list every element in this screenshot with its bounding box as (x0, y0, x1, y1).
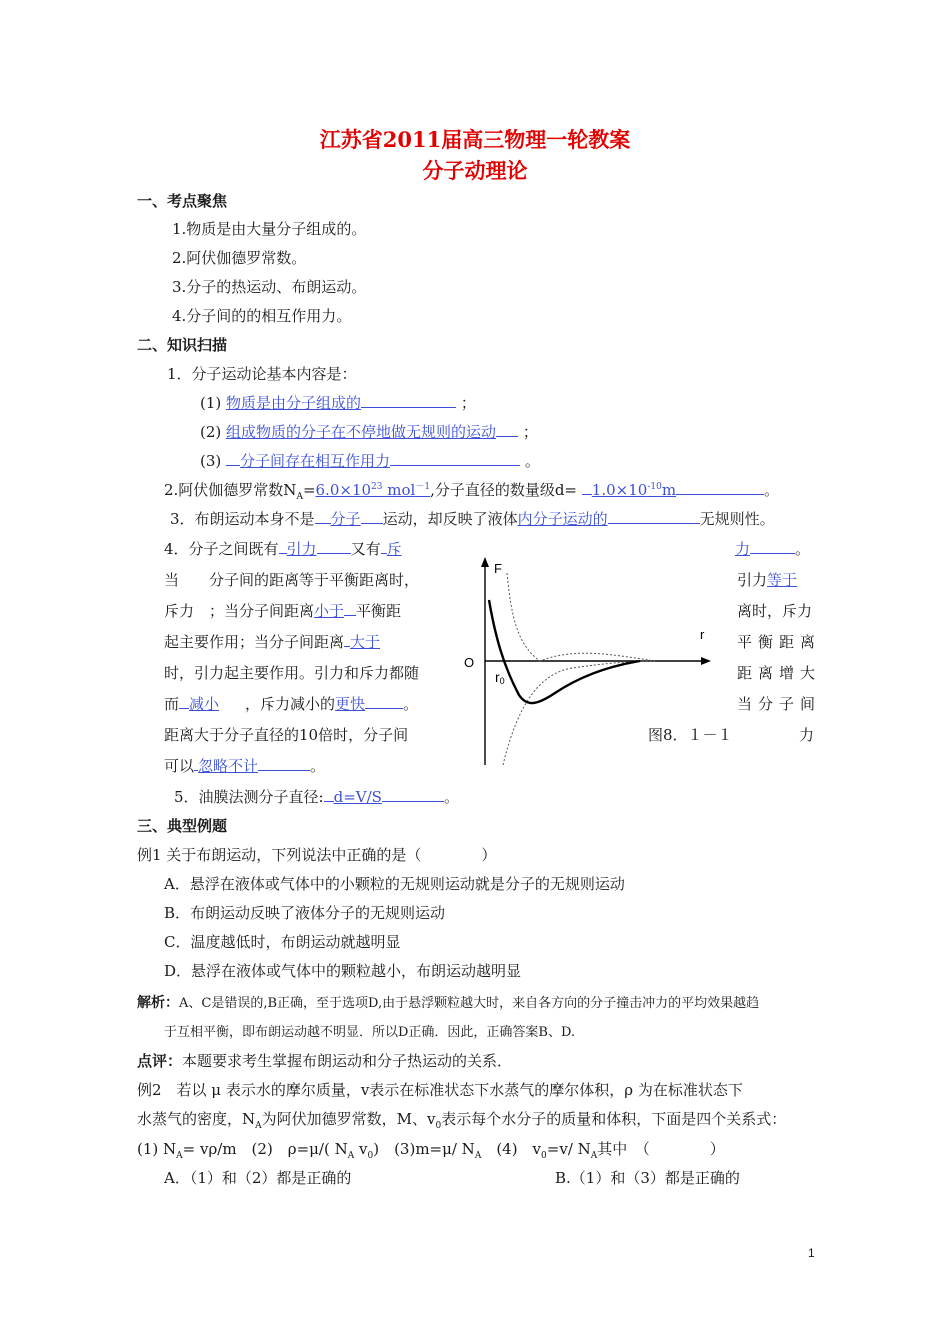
wrap-text: 。 (403, 695, 419, 713)
fill-line (258, 769, 310, 771)
content-line-3 (200, 450, 540, 471)
wrap-left-row: 当 分子间的距离等于平衡距离时， (164, 571, 420, 589)
content-line-1 (200, 392, 476, 413)
formula-text: 其中 （ ） (597, 1140, 725, 1158)
diameter-label: ,分子直径的数量级d= (430, 481, 578, 499)
subscript: A (590, 1151, 598, 1161)
answer-value: 1.0×10 (591, 481, 648, 499)
wrap-text: ，斥力减小的 (245, 695, 336, 713)
comment-label: 点评： (137, 1052, 183, 1070)
wrap-text: 。 (310, 757, 326, 775)
fill-line (226, 464, 240, 466)
line-end: 。 (764, 481, 780, 499)
line-end: ； (460, 394, 476, 412)
answer-fill: 分子间存在相互作用力 (240, 452, 391, 470)
subscript: A (176, 1151, 183, 1161)
wrap-left-row (164, 600, 401, 621)
wrap-right-row: 力 (799, 726, 815, 744)
answer-fill: 斥 (386, 540, 402, 558)
line-end: ； (522, 423, 538, 441)
y-axis-label: F (494, 561, 502, 576)
equals: = (302, 481, 316, 499)
analysis (137, 992, 759, 1012)
subscript: A (255, 1121, 262, 1131)
answer-fill: 减小 (189, 695, 220, 713)
wrap-left-row (164, 755, 325, 776)
answer-fill: 更快 (335, 695, 366, 713)
r0-subscript: 0 (499, 676, 505, 686)
scan-item-1: 1．分子运动论基本内容是： (167, 365, 357, 383)
unit: mol (387, 481, 416, 499)
answer-fill: 组成物质的分子在不停地做无规则的运动 (226, 423, 497, 441)
option: C．温度越低时，布朗运动就越明显 (164, 933, 401, 951)
answer-fill: 大于 (350, 633, 381, 651)
subscript: 0 (367, 1151, 374, 1161)
fill-line (279, 552, 287, 554)
unit: m (661, 481, 677, 499)
answer-value: 6.0×10 (315, 481, 372, 499)
answer-fill: 分子 (330, 510, 361, 528)
fill-line (324, 800, 334, 802)
formula-text: ) (3)m=μ/ N (373, 1140, 475, 1158)
answer-fill: d=V/S (333, 788, 382, 806)
example-2-formulas (137, 1138, 725, 1161)
fill-line (496, 435, 518, 437)
fill-line (361, 522, 383, 524)
analysis-cont: 于互相平衡，即布朗运动越不明显．所以D正确．因此，正确答案B、D. (164, 1025, 576, 1040)
wrap-left-row: 时，引力起主要作用。引力和斥力都随 (164, 664, 420, 682)
fill-line (676, 493, 764, 495)
subscript: A (296, 492, 303, 502)
fill-line (390, 464, 520, 466)
origin-label: O (464, 655, 475, 670)
subscript: 0 (541, 1151, 547, 1161)
line-label: (2) (200, 423, 222, 441)
force-distance-graph (455, 555, 725, 770)
scan-item-4-right (735, 538, 810, 559)
focus-item: 3.分子的热运动、布朗运动。 (172, 278, 367, 296)
fill-line (582, 493, 592, 495)
option: B.（1）和（3）都是正确的 (555, 1169, 740, 1187)
wrap-right-row: 距离增大 (737, 664, 815, 682)
subscript: A (474, 1151, 482, 1161)
figure-caption: 图8．１－１ (648, 726, 733, 744)
answer-fill (316, 481, 431, 499)
wrap-text: 斥力 ；当分子间距离 (164, 602, 315, 620)
subscript: 0 (435, 1121, 442, 1131)
answer-fill: 等于 (767, 571, 798, 589)
fill-line (361, 406, 456, 408)
fill-line (179, 707, 189, 709)
wrap-left-row: 距离大于分子直径的10倍时，分子间 (164, 726, 409, 744)
doc-title: 江苏省2011届高三物理一轮教案 (319, 127, 631, 152)
wrap-text: 起主要作用；当分子间距离 (164, 633, 345, 651)
wrap-right-row (737, 569, 797, 590)
answer-fill: 小于 (314, 602, 345, 620)
repulsion-curve (507, 573, 655, 661)
page-number: 1 (808, 1246, 815, 1260)
ex2-text: 水蒸气的密度，N (137, 1110, 256, 1128)
ex2-text: 表示每个水分子的质量和体积，下面是四个关系式： (441, 1110, 787, 1128)
y-axis-arrow (481, 557, 489, 567)
section-heading-2: 二、知识扫描 (137, 336, 228, 354)
analysis-label: 解析： (137, 995, 179, 1011)
answer-fill: 力 (735, 540, 751, 558)
brownian-end: 无规则性。 (699, 510, 775, 528)
line-end: 。 (443, 788, 459, 806)
section-heading-3: 三、典型例题 (137, 817, 228, 835)
x-axis-arrow (701, 657, 711, 665)
formula-text: (1) N (137, 1140, 177, 1158)
exponent: -10 (647, 482, 662, 492)
oil-film-label: 5．油膜法测分子直径: (174, 788, 324, 806)
wrap-left-row (164, 631, 439, 652)
option: A．（1）和（2）都是正确的 (164, 1169, 352, 1187)
formula-text: v (354, 1140, 368, 1158)
fill-line (750, 552, 795, 554)
answer-fill: 忽略不计 (198, 757, 259, 775)
doc-subtitle: 分子动理论 (422, 158, 528, 183)
scan-item-5 (174, 786, 459, 807)
force-mid: 又有 (350, 540, 381, 558)
fill-line (344, 614, 356, 616)
wrap-text: 而 (164, 695, 180, 713)
fill-line (315, 522, 331, 524)
brownian-mid: 运动，却反映了液体 (382, 510, 518, 528)
analysis-text: A、C是错误的,B正确，至于选项D,由于悬浮颗粒越大时，来自各方向的分子撞击冲力的平均效果越趋 (179, 996, 760, 1011)
answer-fill (592, 481, 676, 499)
focus-item: 2.阿伏伽德罗常数。 (172, 249, 307, 267)
formula-text: =v/ N (546, 1140, 591, 1158)
content-line-2 (200, 421, 538, 442)
wrap-text: 可以 (164, 757, 195, 775)
comment-text: 本题要求考生掌握布朗运动和分子热运动的关系． (182, 1052, 513, 1070)
line-end: 。 (524, 452, 540, 470)
line-label: (1) (200, 394, 222, 412)
focus-item: 1.物质是由大量分子组成的。 (172, 220, 367, 238)
net-force-curve (489, 600, 640, 703)
subscript: A (347, 1151, 355, 1161)
force-label: 4．分子之间既有 (164, 540, 279, 558)
fill-line (317, 552, 351, 554)
line-end: 。 (795, 540, 811, 558)
line-label: (3) (200, 452, 222, 470)
answer-fill: 引力 (286, 540, 317, 558)
wrap-left-row (164, 693, 418, 714)
section-heading-1: 一、考点聚焦 (137, 192, 228, 210)
exponent: 23 (371, 482, 383, 492)
formula-text: (4) v (481, 1140, 542, 1158)
avogadro-label: 2.阿伏伽德罗常数N (164, 481, 297, 499)
option: A．悬浮在液体或气体中的小颗粒的无规则运动就是分子的无规则运动 (164, 875, 625, 893)
fill-line (365, 707, 403, 709)
brownian-label: 3．布朗运动本身不是 (170, 510, 315, 528)
scan-item-3 (170, 508, 775, 529)
example-2-line-2 (137, 1108, 786, 1131)
scan-item-4 (164, 538, 402, 559)
r0-label (495, 669, 505, 686)
formula-text: = vρ/m (2) ρ=μ/( N (182, 1140, 348, 1158)
example-1: 例1 关于布朗运动，下列说法中正确的是（ ） (137, 846, 497, 864)
option: D．悬浮在液体或气体中的颗粒越小，布朗运动越明显 (164, 962, 522, 980)
wrap-text: 平衡距 (356, 602, 402, 620)
ex2-text: 为阿伏加德罗常数，M、v (261, 1110, 436, 1128)
answer-fill: 物质是由分子组成的 (226, 394, 362, 412)
wrap-right-row: 离时，斥力 (737, 602, 813, 620)
example-2-line-1: 例2 若以 μ 表示水的摩尔质量，v表示在标准状态下水蒸气的摩尔体积，ρ 为在标准状态下 (137, 1081, 743, 1099)
answer-fill: 内分子运动的 (517, 510, 608, 528)
wrap-right-row: 平衡距离 (737, 633, 815, 651)
scan-item-2 (164, 479, 779, 502)
exponent: －1 (415, 482, 431, 492)
wrap-right-row: 当分子间 (737, 695, 815, 713)
wrap-text: 引力 (737, 571, 768, 589)
attraction-curve (503, 661, 655, 765)
focus-item: 4.分子间的的相互作用力。 (172, 307, 352, 325)
fill-line (382, 800, 444, 802)
option: B．布朗运动反映了液体分子的无规则运动 (164, 904, 446, 922)
r0-letter: r (495, 669, 500, 685)
comment (137, 1050, 512, 1071)
fill-line (608, 522, 700, 524)
x-axis-label: r (700, 627, 705, 642)
